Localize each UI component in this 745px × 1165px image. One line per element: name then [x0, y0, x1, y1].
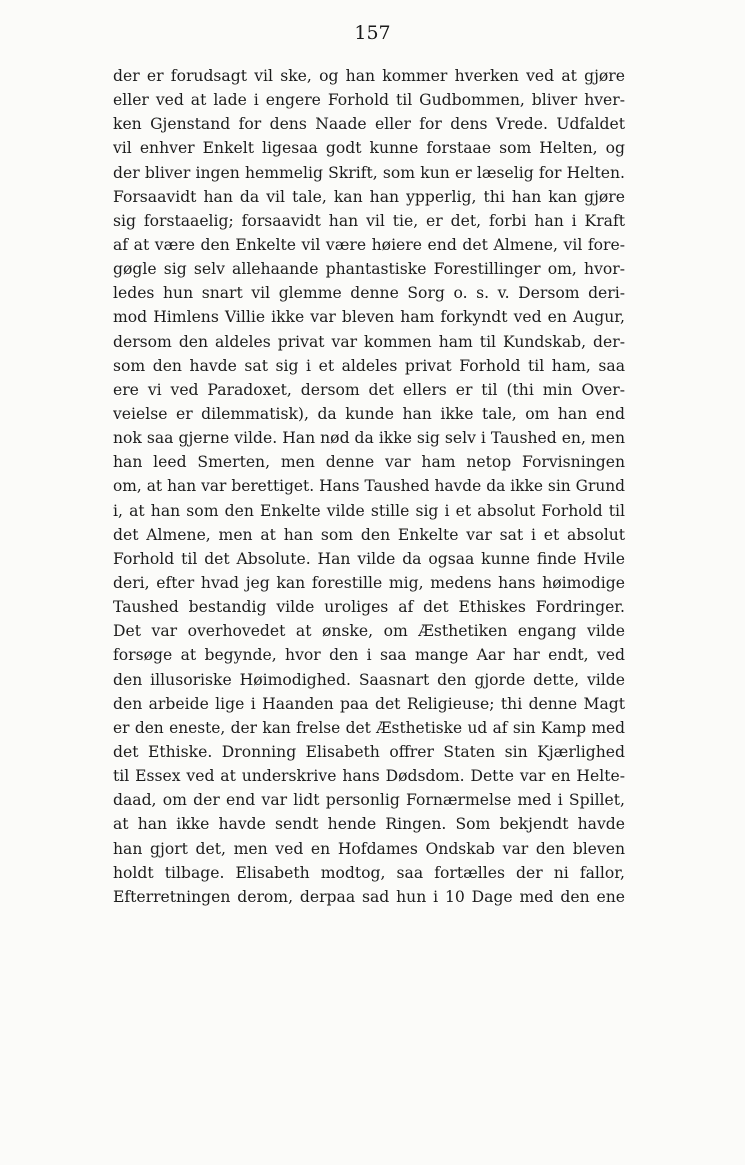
- text-line: forsøge at begynde, hvor den i saa mange Aar har endt, ved: [113, 646, 625, 665]
- text-line: han leed Smerten, men denne var ham netop Forvisningen: [113, 453, 625, 472]
- text-line: daad, om der end var lidt personlig Fornærmelse med i Spillet,: [113, 791, 625, 810]
- text-line: Det var overhovedet at ønske, om Æsthetiken engang vilde: [113, 622, 625, 641]
- text-line: mod Himlens Villie ikke var bleven ham forkyndt ved en Augur,: [113, 308, 625, 327]
- text-line: han gjort det, men ved en Hofdames Ondskab var den bleven: [113, 839, 625, 858]
- text-line: som den havde sat sig i et aldeles privat Forhold til ham, saa: [113, 356, 625, 375]
- text-line: om, at han var berettiget. Hans Taushed havde da ikke sin Grund: [113, 477, 625, 496]
- text-line: ere vi ved Paradoxet, dersom det ellers er til (thi min Over-: [113, 380, 625, 399]
- text-line: den arbeide lige i Haanden paa det Religieuse; thi denne Magt: [113, 694, 625, 713]
- text-line: vil enhver Enkelt ligesaa godt kunne forstaae som Helten, og: [113, 139, 625, 158]
- text-line: det Ethiske. Dronning Elisabeth offrer Staten sin Kjærlighed: [113, 742, 625, 761]
- text-line: den illusoriske Høimodighed. Saasnart den gjorde dette, vilde: [113, 670, 625, 689]
- text-line: nok saa gjerne vilde. Han nød da ikke sig selv i Taushed en, men: [113, 429, 625, 448]
- text-line: deri, efter hvad jeg kan forestille mig, medens hans høimodige: [113, 573, 625, 592]
- text-line: gøgle sig selv allehaande phantastiske Forestillinger om, hvor-: [113, 260, 625, 279]
- text-line: sig forstaaelig; forsaavidt han vil tie, er det, forbi han i Kraft: [113, 211, 625, 230]
- text-line: dersom den aldeles privat var kommen ham til Kundskab, der-: [113, 332, 625, 351]
- text-line: eller ved at lade i engere Forhold til Gudbommen, bliver hver-: [113, 91, 625, 110]
- text-line: til Essex ved at underskrive hans Dødsdom. Dette var en Helte-: [113, 767, 625, 786]
- text-line: i, at han som den Enkelte vilde stille sig i et absolut Forhold til: [113, 501, 625, 520]
- text-line: ken Gjenstand for dens Naade eller for dens Vrede. Udfaldet: [113, 115, 625, 134]
- body-text: [113, 64, 625, 909]
- text-line: er den eneste, der kan frelse det Æsthetiske ud af sin Kamp med: [113, 718, 625, 737]
- text-line: veielse er dilemmatisk), da kunde han ikke tale, om han end: [113, 404, 625, 423]
- text-line: af at være den Enkelte vil være høiere end det Almene, vil fore-: [113, 235, 625, 254]
- text-line: ledes hun snart vil glemme denne Sorg o. s. v. Dersom deri-: [113, 284, 625, 303]
- text-line: Forsaavidt han da vil tale, kan han ypperlig, thi han kan gjøre: [113, 187, 625, 206]
- text-line: holdt tilbage. Elisabeth modtog, saa fortælles der ni fallor,: [113, 863, 625, 882]
- text-line: Forhold til det Absolute. Han vilde da ogsaa kunne finde Hvile: [113, 549, 625, 568]
- text-line: at han ikke havde sendt hende Ringen. Som bekjendt havde: [113, 815, 625, 834]
- text-line: det Almene, men at han som den Enkelte var sat i et absolut: [113, 525, 625, 544]
- text-line: der er forudsagt vil ske, og han kommer hverken ved at gjøre: [113, 67, 625, 85]
- page-number: 157: [354, 22, 391, 44]
- text-line: Taushed bestandig vilde uroliges af det Ethiskes Fordringer.: [113, 598, 625, 617]
- text-line: Efterretningen derom, derpaa sad hun i 10 Dage med den ene: [113, 887, 625, 906]
- text-line: der bliver ingen hemmelig Skrift, som kun er læselig for Helten.: [113, 163, 625, 182]
